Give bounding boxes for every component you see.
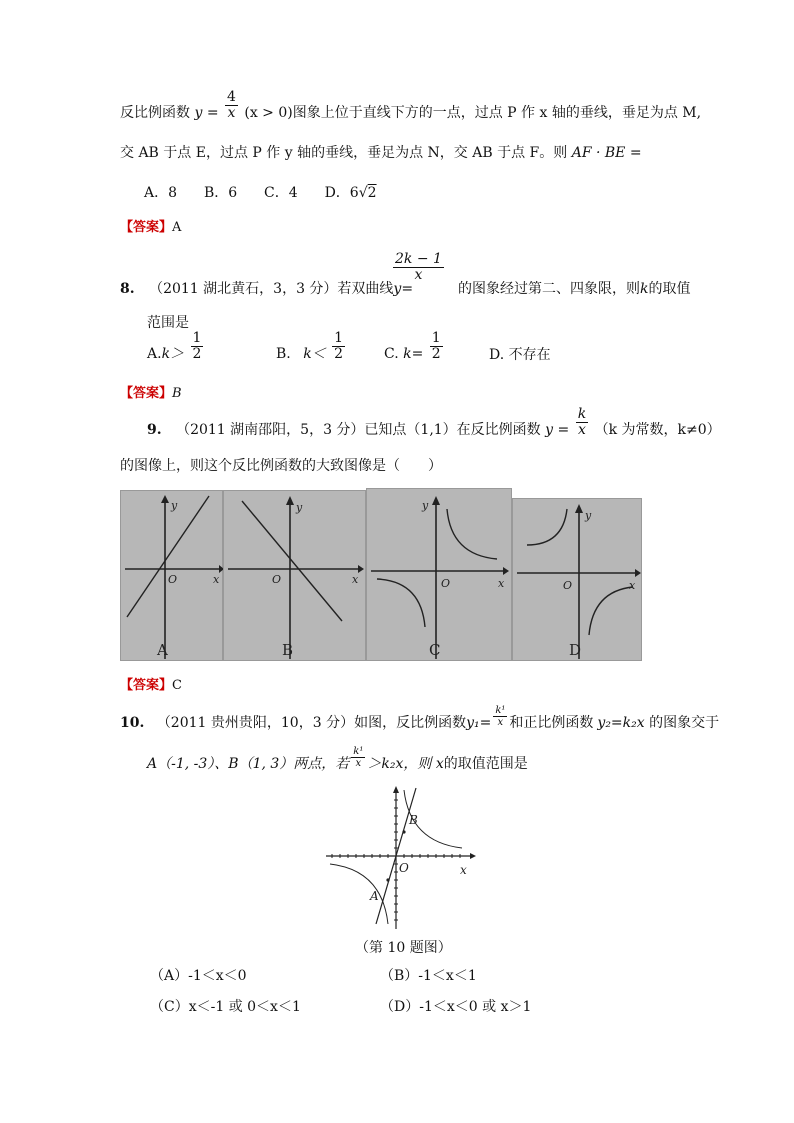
graph-a-label: A (157, 641, 168, 659)
q10-line-1 (120, 704, 720, 731)
graph-b-origin-label: O (272, 573, 282, 586)
q10-k1-den: x (355, 757, 362, 769)
graph-a-y-label: y (171, 499, 178, 512)
q9-text: （2011 湖南邵阳，5，3 分）已知点（1,1）在反比例函数 (176, 421, 541, 438)
q8-fraction (393, 252, 444, 284)
q10-x: x (435, 756, 444, 772)
q7-frac-den: x (227, 105, 236, 122)
q7-expr: AF · BE = (571, 145, 642, 161)
graph-b-x-label: x (352, 573, 359, 586)
q10-k1-num: k¹ (495, 704, 506, 716)
answer-tag: 【答案】 (120, 386, 173, 401)
q10-text-b: 和正比例函数 (509, 715, 594, 731)
q10-option-d (380, 1000, 531, 1014)
q10-caption (355, 937, 452, 957)
sqrt-icon: √ (358, 185, 368, 201)
q10-line-2 (147, 745, 528, 772)
graph-a-origin-label: O (168, 573, 178, 586)
q8-text-2: 范围是 (147, 315, 189, 331)
q8-option-b-letter: B. (276, 345, 291, 362)
q7-option-d-radicand: 2 (367, 185, 377, 201)
graph-b-label: B (282, 641, 294, 659)
q8-frac-num: 2k − 1 (395, 251, 442, 267)
graph-a-svg (121, 491, 224, 662)
q7-option-d: D．6 (324, 185, 359, 201)
q9-answer-value: C (172, 678, 182, 693)
graph-c-x-label: x (498, 577, 505, 590)
q7-option-c: C．4 (264, 185, 298, 201)
q10-y1: y₁= (466, 715, 492, 731)
q10-option-d-text: （D）-1＜x＜0 或 x＞1 (380, 999, 532, 1015)
q7-line-1 (120, 89, 702, 122)
q8-line-1 (120, 282, 690, 296)
q7-line-2 (120, 146, 642, 160)
q10-k1-num: k¹ (353, 745, 364, 757)
graph-d-x-label: x (629, 579, 636, 592)
q7-option-b: B．6 (203, 185, 238, 201)
q8-text: （2011 湖北黄石，3，3 分）若双曲线 (149, 281, 394, 297)
q10-x-label: x (460, 863, 467, 877)
q10-figure (320, 784, 480, 934)
graph-d-y-label: y (585, 509, 592, 522)
q8-option-a (147, 330, 205, 363)
graph-c-origin-label: O (441, 577, 451, 590)
q10-k1-den: x (497, 716, 504, 728)
q8-half-num: 1 (334, 330, 344, 346)
q9-line-1 (147, 406, 721, 439)
q8-half-den: 2 (192, 346, 202, 363)
q9-line-2 (120, 459, 442, 473)
q10-point-b-label: B (409, 813, 418, 827)
q8-text-c: 的取值 (648, 281, 691, 297)
q10-option-b (380, 969, 477, 983)
graph-b-svg (224, 491, 367, 662)
q8-option-c (384, 330, 445, 363)
q8-line-2 (147, 316, 189, 330)
graph-d-svg (513, 499, 643, 662)
q7-answer-value: A (172, 220, 182, 235)
q8-option-d (489, 348, 551, 362)
q8-option-b-rel: k＜ (303, 345, 326, 362)
q8-option-d-text: D. 不存在 (489, 347, 551, 363)
q10-text: （2011 贵州贵阳，10，3 分）如图，反比例函数 (156, 715, 467, 731)
q7-option-a: A．8 (144, 185, 178, 201)
q7-text-b: 图象上位于直线下方的一点，过点 P 作 x 轴的垂线，垂足为点 M, (292, 104, 702, 121)
q10-text-2: A（-1, -3）、B（1, 3）两点，若 (147, 756, 350, 772)
q10-option-a-text: （A）-1＜x＜0 (150, 968, 247, 984)
q10-text-c: 的图象交于 (649, 715, 720, 731)
answer-tag: 【答案】 (120, 678, 173, 693)
graph-d-photo (512, 498, 642, 661)
graph-c-photo (366, 488, 512, 661)
q8-option-a-rel: k＞ (161, 345, 185, 362)
q10-origin-label: O (399, 861, 409, 875)
q7-text-2: 交 AB 于点 E，过点 P 作 y 轴的垂线，垂足为点 N，交 AB 于点 F。则 (120, 145, 568, 161)
q7-options (144, 186, 377, 200)
q10-option-b-text: （B）-1＜x＜1 (380, 968, 477, 984)
q9-answer (120, 678, 182, 692)
q8-number: 8. (120, 281, 135, 297)
q10-option-a (150, 969, 247, 983)
q10-option-c-text: （C）x＜-1 或 0＜x＜1 (150, 999, 301, 1015)
q8-text-b: 的图象经过第二、四象限，则 (457, 281, 640, 297)
answer-tag: 【答案】 (120, 220, 173, 235)
graph-a-x-label: x (213, 573, 220, 586)
q10-option-c (150, 1000, 301, 1014)
q8-y-eq: y= (393, 281, 414, 297)
q8-option-b (276, 330, 347, 363)
q8-k: k (639, 281, 649, 297)
q7-answer (120, 220, 181, 234)
q10-rel: ＞k₂x，则 (367, 756, 432, 772)
q8-answer-value: B (172, 386, 182, 401)
q10-caption-text: （第 10 题图） (355, 940, 452, 956)
q9-frac-den: x (577, 422, 586, 439)
q7-text: 反比例函数 (120, 104, 190, 121)
graph-d-origin-label: O (563, 579, 573, 592)
graph-d-label: D (569, 641, 582, 659)
q8-half-den: 2 (431, 346, 441, 363)
q10-number: 10. (120, 715, 145, 731)
graph-b-photo (223, 490, 366, 661)
q10-y2: y₂=k₂x (597, 715, 645, 731)
graph-b-y-label: y (296, 501, 303, 514)
q9-text-2: 的图像上，则这个反比例函数的大致图像是（ ） (120, 458, 442, 474)
graph-c-svg (367, 489, 513, 662)
q9-frac-num: k (577, 406, 587, 422)
q9-number: 9. (147, 421, 162, 438)
q8-option-c-rel: k= (403, 345, 424, 362)
q8-option-a-letter: A. (147, 345, 162, 362)
q8-half-num: 1 (431, 330, 441, 346)
q8-option-c-letter: C. (384, 345, 399, 362)
q7-y-eq: y = (194, 104, 219, 121)
q7-cond: (x > 0) (244, 104, 293, 121)
graph-c-y-label: y (422, 499, 429, 512)
q10-point-a-label: A (370, 889, 379, 903)
q7-fraction (225, 90, 238, 122)
graph-a-photo (120, 490, 223, 661)
q8-half-num: 1 (192, 330, 202, 346)
q8-frac-den: x (414, 267, 423, 284)
q9-text-b: （k 为常数，k≠0） (594, 421, 721, 438)
q8-answer (120, 386, 182, 400)
q7-frac-num: 4 (227, 89, 236, 105)
q10-text-2b: 的取值范围是 (443, 756, 528, 772)
q8-half-den: 2 (334, 346, 344, 363)
graph-c-label: C (429, 641, 441, 659)
q9-y-eq: y = (545, 421, 570, 438)
